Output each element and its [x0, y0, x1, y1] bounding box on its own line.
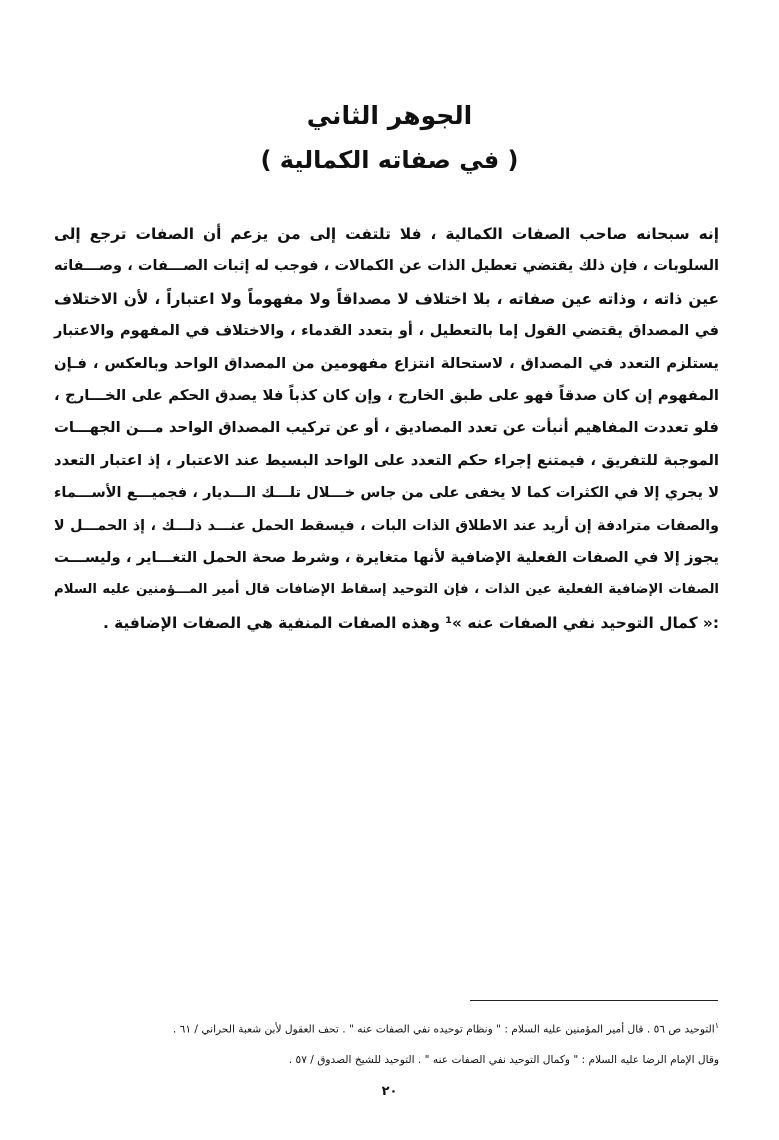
body-line: والصفات مترادفة إن أريد عند الاطلاق الذات البات ، فيسقط الحمل عنـــد ذلـــك ، إذ الحمـــل لا	[54, 517, 719, 534]
body-line: :« كمال التوحيد نفي الصفات عنه »¹ وهذه الصفات المنفية هي الصفات الإضافية .	[102, 613, 719, 632]
body-line: عين ذاته ، وذاته عين صفاته ، بلا اختلاف لا مصداقاً ولا مفهوماً ولا اعتباراً ، لأن الاختلاف	[54, 289, 719, 308]
body-line: المفهوم إن كان صدقاً فهو على طبق الخارج ، وإن كان كذباً فلا يصدق الحكم على الخـــارج ،	[54, 386, 719, 404]
footnote-text: وقال الإمام الرضا عليه السلام : " وكمال التوحيد نفي الصفات عنه " . التوحيد للشيخ الصدوق / ٥٧ .	[288, 1053, 719, 1066]
body-line: السلوبات ، فإن ذلك يقتضي تعطيل الذات عن الكمالات ، فوجب له إثبات الصـــفات ، وصـــفاته	[54, 258, 719, 275]
body-line: يجوز إلا في الصفات الفعلية الإضافية لأنها متغايرة ، وشرط صحة الحمل التغـــاير ، وليســـت	[54, 548, 719, 566]
footnote-divider	[470, 1000, 718, 1001]
body-line: لا يجري إلا في الكثرات كما لا يخفى على من جاس خـــلال تلـــك الـــديار ، فجميـــع الأســـماء	[54, 485, 719, 502]
chapter-title: الجوهر الثاني	[306, 101, 473, 130]
body-line: فلو تعددت المفاهيم أنبأت عن تعدد المصاديق ، أو عن تركيب المصداق الواحد مـــن الجهـــات	[54, 419, 719, 437]
footnotes	[59, 1011, 719, 1075]
page-number: ٢٠	[381, 1084, 398, 1099]
body-line: إنه سبحانه صاحب الصفات الكمالية ، فلا تلتفت إلى من يزعم أن الصفات ترجع إلى	[54, 225, 719, 243]
footnote-item	[59, 1011, 719, 1045]
body-paragraph	[54, 218, 719, 639]
body-line: في المصداق يقتضي القول إما بالتعطيل ، أو بتعدد القدماء ، والاختلاف في المفهوم والاعتبار	[54, 323, 719, 340]
body-line: الموجبة للتفريق ، فيمتنع إجراء حكم التعدد على الواحد البسيط عند الاعتبار ، إذ اعتبار التعدد	[54, 451, 719, 469]
footnote-mark: ١	[714, 1021, 719, 1030]
body-line: يستلزم التعدد في المصداق ، لاستحالة انتزاع مفهومين من المصداق الواحد وبالعكس ، فـإن	[54, 354, 719, 372]
footnote-item	[59, 1045, 719, 1075]
body-line: الصفات الإضافية الفعلية عين الذات ، فإن التوحيد إسقاط الإضافات قال أمير المـــؤمنين عليه السلام	[54, 582, 719, 598]
chapter-subtitle: ( في صفاته الكمالية )	[260, 146, 519, 174]
footnote-text: التوحيد ص ٥٦ . قال أمير المؤمنين عليه السلام : " ونظام توحيده نفي الصفات عنه " . تحف العقول لأبن شعبة الحراني / ٦١ .	[172, 1023, 715, 1036]
